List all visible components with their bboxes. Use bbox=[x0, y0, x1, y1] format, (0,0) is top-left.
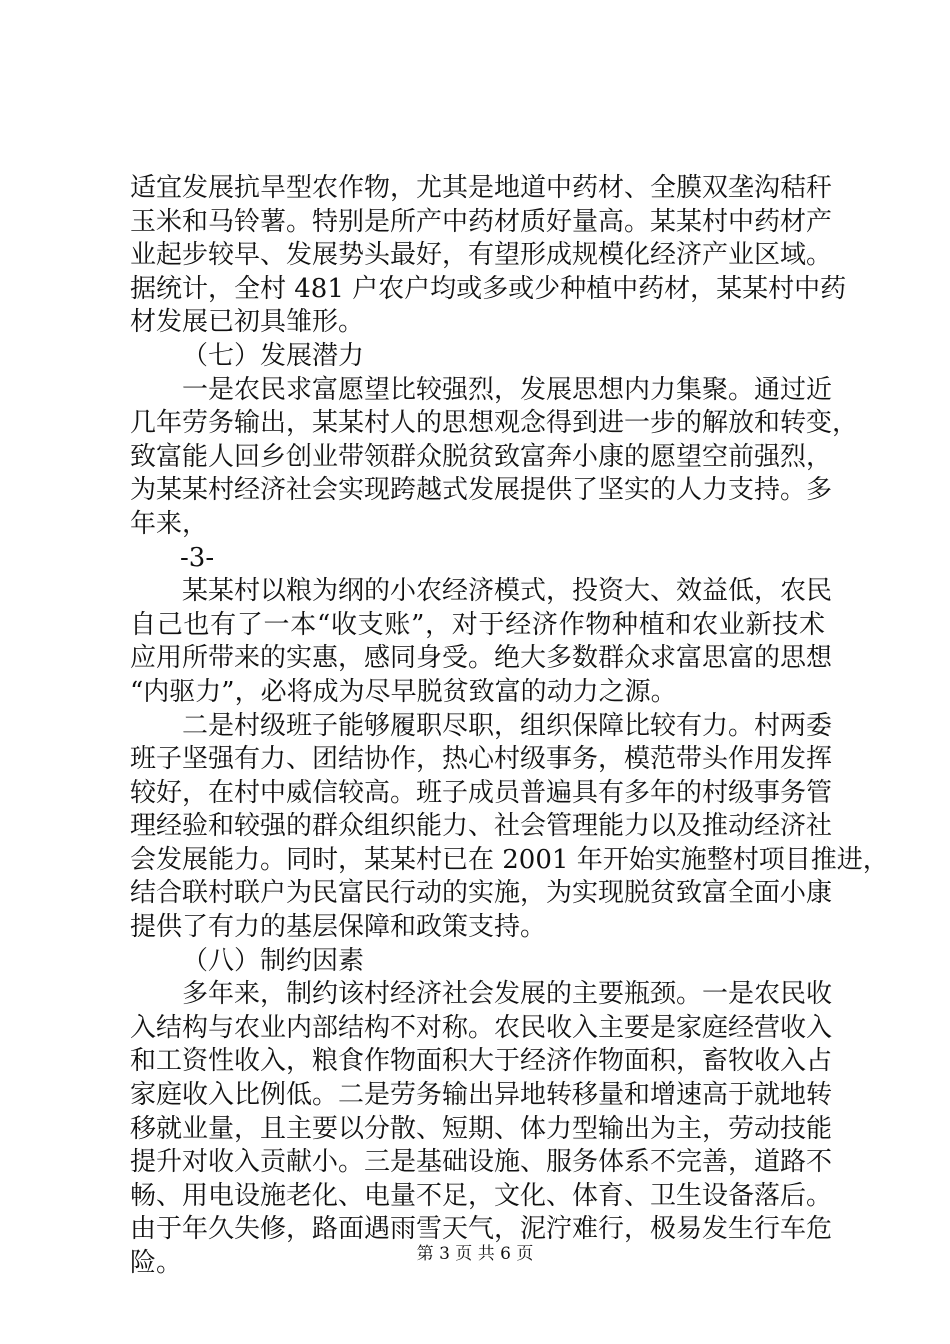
paragraph-constraints bbox=[130, 978, 833, 1280]
text-line: 移就业量，且主要以分散、短期、体力型输出为主，劳动技能 bbox=[130, 1113, 833, 1144]
text-line: 险。 bbox=[130, 1248, 183, 1278]
text-line: 玉米和马铃薯。特别是所产中药材质好量高。某某村中药材产 bbox=[130, 206, 833, 237]
text-line: 多年来，制约该村经济社会发展的主要瓶颈。一是农民收 bbox=[182, 979, 833, 1010]
text-line: 为某某村经济社会实现跨越式发展提供了坚实的人力支持。多 bbox=[130, 475, 833, 506]
text-line: 二是村级班子能够履职尽职，组织保障比较有力。村两委 bbox=[182, 710, 833, 741]
text-line: 家庭收入比例低。二是劳务输出异地转移量和增速高于就地转 bbox=[130, 1080, 833, 1111]
text-line: 入结构与农业内部结构不对称。农民收入主要是家庭经营收入 bbox=[130, 1012, 833, 1043]
text-line: 会发展能力。同时，某某村已在 2001 年开始实施整村项目推进， bbox=[130, 844, 889, 875]
text-line: 畅、用电设施老化、电量不足，文化、体育、卫生设备落后。 bbox=[130, 1180, 833, 1211]
text-line: 应用所带来的实惠，感同身受。绝大多数群众求富思富的思想 bbox=[130, 643, 833, 674]
text-line: 结合联村联户为民富民行动的实施，为实现脱贫致富全面小康 bbox=[130, 878, 833, 909]
text-line: 提供了有力的基层保障和政策支持。 bbox=[130, 912, 547, 943]
inline-page-marker: -3- bbox=[180, 542, 215, 573]
text-line: 和工资性收入，粮食作物面积大于经济作物面积，畜牧收入占 bbox=[130, 1046, 833, 1077]
text-line: 致富能人回乡创业带领群众脱贫致富奔小康的愿望空前强烈， bbox=[130, 441, 833, 472]
text-line: 一是农民求富愿望比较强烈，发展思想内力集聚。通过近 bbox=[182, 374, 833, 405]
text-line: 适宜发展抗旱型农作物，尤其是地道中药材、全膜双垄沟秸秆 bbox=[130, 173, 833, 203]
page-footer: 第 3 页 共 6 页 bbox=[416, 1244, 534, 1264]
paragraph-potential bbox=[130, 374, 859, 542]
text-line: 班子坚强有力、团结协作，热心村级事务，模范带头作用发挥 bbox=[130, 744, 833, 775]
text-line: 据统计，全村 481 户农户均或多或少种植中药材，某某村中药 bbox=[130, 273, 847, 304]
paragraph-economy-model bbox=[130, 575, 833, 709]
section-heading-7: （七）发展潜力 bbox=[182, 340, 365, 371]
text-line: 提升对收入贡献小。三是基础设施、服务体系不完善，道路不 bbox=[130, 1147, 833, 1178]
text-line: “内驱力”，必将成为尽早脱贫致富的动力之源。 bbox=[130, 676, 677, 707]
text-line: 年来， bbox=[130, 508, 209, 539]
paragraph-village-committee bbox=[130, 710, 889, 945]
section-heading-8: （八）制约因素 bbox=[182, 945, 365, 976]
text-line: 材发展已初具雏形。 bbox=[130, 307, 365, 338]
text-line: 业起步较早、发展势头最好，有望形成规模化经济产业区域。 bbox=[130, 240, 833, 271]
text-line: 自己也有了一本“收支账”，对于经济作物种植和农业新技术 bbox=[130, 609, 825, 640]
paragraph-crops bbox=[130, 172, 847, 340]
text-line: 某某村以粮为纲的小农经济模式，投资大、效益低，农民 bbox=[182, 576, 833, 607]
text-line: 几年劳务输出，某某村人的思想观念得到进一步的解放和转变， bbox=[130, 408, 859, 439]
document-body bbox=[130, 172, 889, 1281]
text-line: 理经验和较强的群众组织能力、社会管理能力以及推动经济社 bbox=[130, 811, 833, 842]
text-line: 由于年久失修，路面遇雨雪天气，泥泞难行，极易发生行车危 bbox=[130, 1214, 833, 1245]
text-line: 较好，在村中威信较高。班子成员普遍具有多年的村级事务管 bbox=[130, 777, 833, 808]
